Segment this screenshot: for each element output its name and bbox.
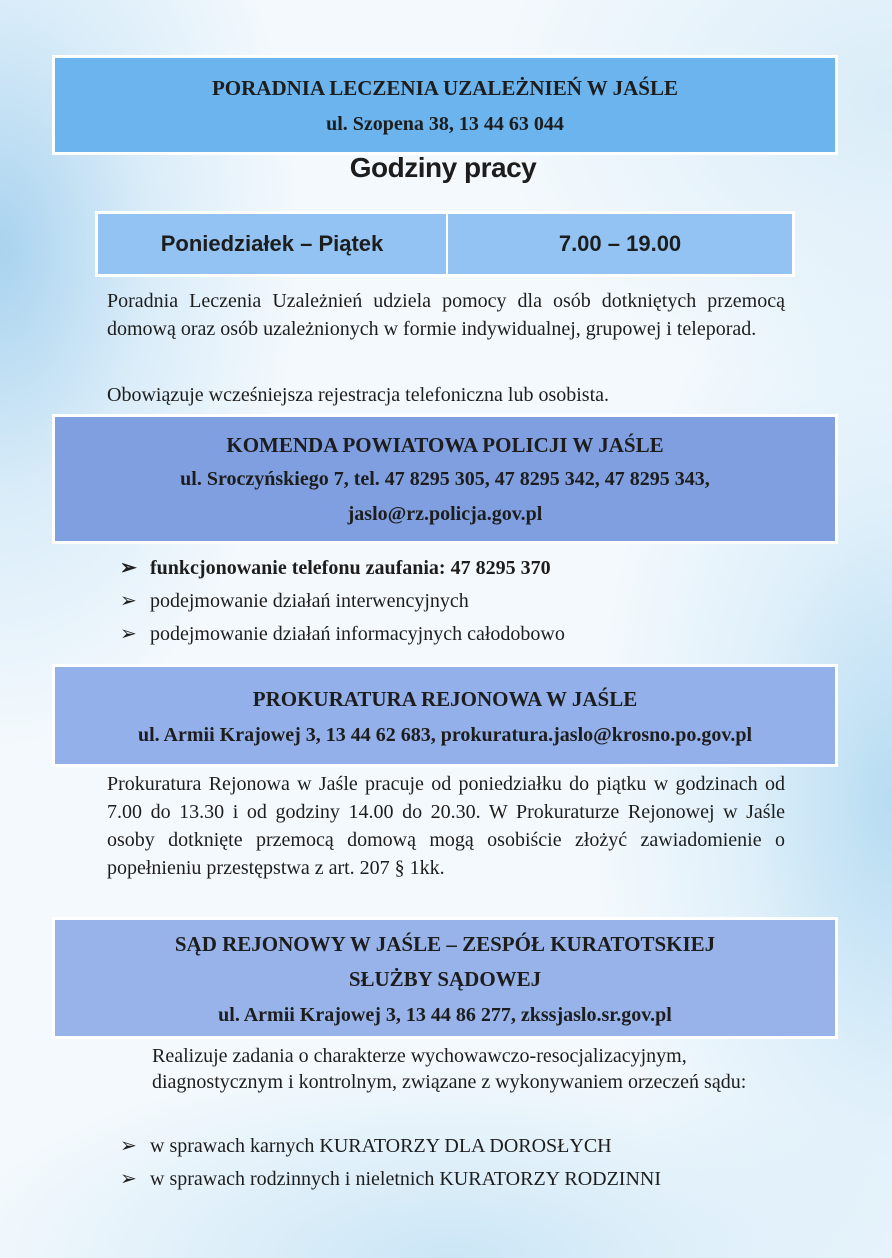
policja-header — [52, 414, 838, 544]
hours-days: Poniedziałek – Piątek — [98, 214, 446, 274]
arrow-bullet-icon: ➢ — [120, 557, 137, 579]
poradnia-description: Poradnia Leczenia Uzależnień udziela pomocy dla osób dotkniętych przemocą domową oraz osób uzależnionych w formie indywidualnej, grupowej i teleporad. — [107, 290, 785, 340]
sad-description: Realizuje zadania o charakterze wychowawczo-resocjalizacyjnym, diagnostycznym i kontrolnym, związane z wykonywaniem orzeczeń sądu: — [152, 1045, 747, 1093]
sad-bullet-2 — [120, 1166, 661, 1191]
policja-email: jaslo@rz.policja.gov.pl — [347, 503, 543, 525]
bullet-text: w sprawach rodzinnych i nieletnich KURATORZY RODZINNI — [150, 1168, 662, 1190]
bullet-text: w sprawach karnych KURATORZY DLA DOROSŁYCH — [150, 1135, 612, 1157]
poradnia-header — [52, 55, 838, 155]
bullet-text: funkcjonowanie telefonu zaufania: 47 8295 370 — [150, 557, 551, 579]
hours-table — [95, 211, 795, 277]
poradnia-title: PORADNIA LECZENIA UZALEŻNIEŃ W JAŚLE — [211, 76, 678, 100]
arrow-bullet-icon: ➢ — [120, 590, 137, 612]
policja-title: KOMENDA POWIATOWA POLICJI W JAŚLE — [226, 433, 664, 457]
bullet-text: podejmowanie działań interwencyjnych — [150, 590, 469, 612]
arrow-bullet-icon: ➢ — [120, 623, 137, 645]
sad-address: ul. Armii Krajowej 3, 13 44 86 277, zkssjaslo.sr.gov.pl — [218, 1004, 672, 1026]
policja-address: ul. Sroczyńskiego 7, tel. 47 8295 305, 47 8295 342, 47 8295 343, — [180, 468, 710, 490]
poradnia-note: Obowiązuje wcześniejsza rejestracja telefoniczna lub osobista. — [107, 384, 610, 406]
bullet-text: podejmowanie działań informacyjnych całodobowo — [150, 623, 565, 645]
policja-bullet-1 — [120, 555, 551, 580]
sad-title-line1: SĄD REJONOWY W JAŚLE – ZESPÓŁ KURATOTSKIEJ — [174, 932, 716, 956]
sad-bullet-1 — [120, 1133, 612, 1158]
arrow-bullet-icon: ➢ — [120, 1168, 137, 1190]
policja-bullet-2 — [120, 588, 469, 613]
prokuratura-title: PROKURATURA REJONOWA W JAŚLE — [252, 687, 638, 711]
prokuratura-header — [52, 664, 838, 767]
prokuratura-description: Prokuratura Rejonowa w Jaśle pracuje od poniedziałku do piątku w godzinach od 7.00 do 13.30 i od godziny 14.00 do 20.30. W Prokuraturze Rejonowej w Jaśle osoby dotknięte przemocą domową mogą osobiście złożyć zawiadomienie o popełnieniu przestępstwa z art. 207 § 1kk. — [107, 773, 785, 879]
policja-bullet-3 — [120, 621, 565, 646]
sad-header — [52, 917, 838, 1039]
prokuratura-address: ul. Armii Krajowej 3, 13 44 62 683, prokuratura.jaslo@krosno.po.gov.pl — [137, 724, 752, 746]
poradnia-address: ul. Szopena 38, 13 44 63 044 — [326, 113, 564, 135]
arrow-bullet-icon: ➢ — [120, 1135, 137, 1157]
sad-title-line2: SŁUŻBY SĄDOWEJ — [348, 967, 542, 991]
hours-time: 7.00 – 19.00 — [448, 214, 792, 274]
hours-heading: Godziny pracy — [349, 152, 537, 183]
